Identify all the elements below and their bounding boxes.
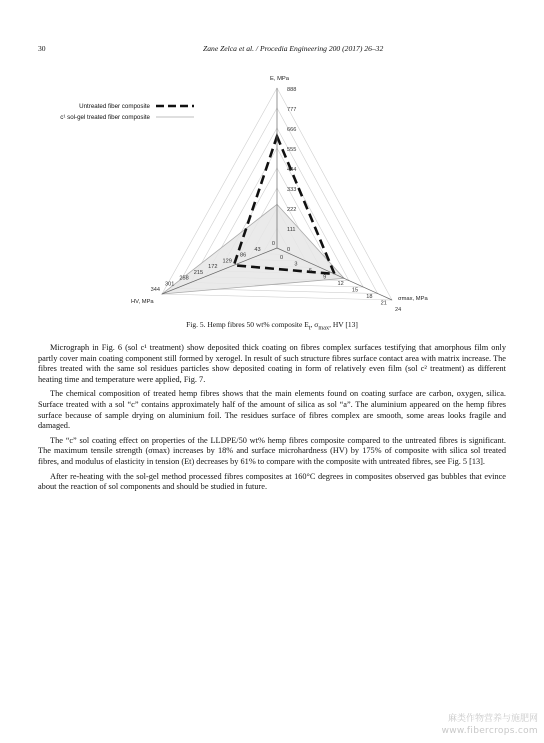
tick-label: 86 (240, 252, 247, 259)
tick-label: 777 (287, 107, 297, 113)
tick-label: 3 (294, 261, 298, 268)
tick-label: 222 (287, 207, 297, 213)
tick-label: 172 (208, 264, 218, 270)
tick-label: 0 (280, 255, 284, 261)
radar-chart (0, 0, 544, 320)
axis-title: E, MPa (270, 76, 290, 82)
watermark: 麻类作物营养与施肥网 www.fibercrops.com (441, 714, 538, 736)
tick-label: 6 (308, 268, 312, 274)
tick-label: 333 (287, 187, 297, 193)
paragraph: After re-heating with the sol-gel method processed fibres composites at 160°C degrees in composites observed gas bubbles that evince about the reaction of sol components and should be studied in future. (38, 471, 506, 492)
axis-title: HV, MPa (131, 299, 154, 305)
tick-label: 344 (150, 287, 160, 293)
tick-label: 666 (287, 127, 297, 133)
tick-label: 555 (287, 147, 297, 153)
series-line (162, 204, 344, 294)
paragraph: Micrograph in Fig. 6 (sol c¹ treatment) show deposited thick coating on fibres complex surfaces testifying that amorphous film only partly cover main coating component still formed by xerogel. In result of such structure fibres surface contact area with matrix increase. The fibres treated with the same sol residues particles show deposited coating in form of relatively even film (sol c² treatment) as different heating time and temperature were applied, Fig. 7. (38, 343, 506, 384)
tick-label: 9 (323, 274, 327, 281)
tick-label: 444 (287, 167, 297, 173)
tick-label: 0 (271, 241, 275, 247)
tick-label: 0 (287, 247, 291, 253)
tick-label: 111 (287, 227, 296, 233)
tick-label: 129 (222, 258, 232, 265)
tick-label: 12 (337, 281, 344, 287)
tick-label: 24 (395, 307, 402, 313)
paragraph: The chemical composition of treated hemp fibres shows that the main elements found on coating surface are carbon, oxygen, silica. Surface treated with a sol “c” contains approximately half of the amount of silica as sol “a”. The aluminium appeared on the hemp fibres surface because of sample drying on aluminium foil. The residues surface of fibres complex are smooth, some areas looks fragile and damaged. (38, 389, 506, 431)
running-head: Zane Zelca et al. / Procedia Engineering 200 (2017) 26–32 (203, 44, 384, 53)
tick-label: 43 (254, 246, 261, 253)
tick-label: 888 (287, 87, 297, 93)
axis-title: σmax, MPa (398, 296, 428, 302)
legend-label: Untreated fiber composite (79, 103, 150, 110)
tick-label: 18 (366, 294, 373, 300)
page-number: 30 (38, 44, 46, 53)
tick-label: 301 (165, 281, 175, 288)
paragraph: The “c” sol coating effect on properties of the LLDPE/50 wt% hemp fibres composite compared to the untreated fibres is significant. The maximum tensile strength (σmax) increases by 18% and surface microhardness (HV) by 175% of composite with silica sol treated fibres, and modulus of elasticity in tension (Et) decreases by 61% to compare with the composite with untreated fibres, see Fig. 5 [13]. (38, 435, 506, 466)
tick-label: 21 (380, 300, 387, 307)
figure-caption: Fig. 5. Hemp fibres 50 wt% composite $E_t$, $\sigma_{max}$, HV [13] (186, 320, 358, 332)
tick-label: 258 (179, 275, 189, 282)
tick-label: 215 (193, 269, 204, 276)
tick-label: 15 (351, 287, 359, 294)
body-text (38, 343, 506, 497)
legend-label: c¹ sol-gel treated fiber composite (60, 114, 150, 121)
